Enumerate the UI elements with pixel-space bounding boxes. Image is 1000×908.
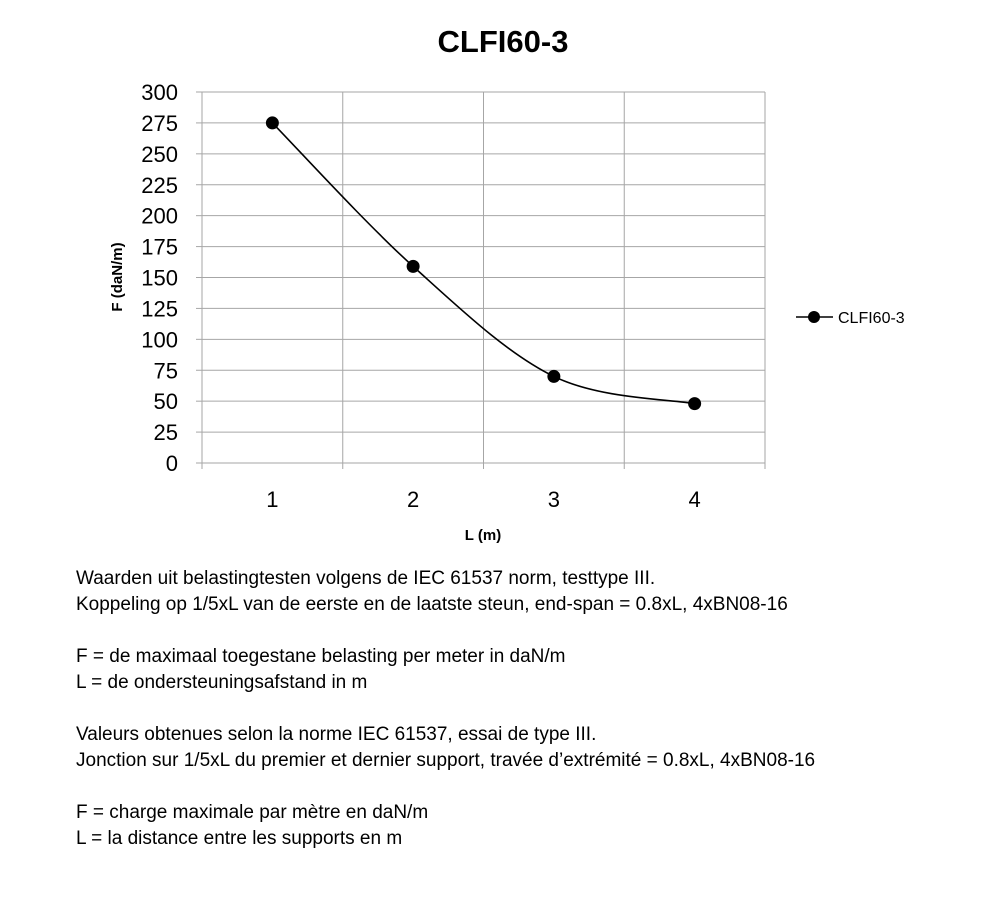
notes-fr-definitions (76, 800, 976, 852)
legend (796, 310, 905, 327)
y-tick-label: 150 (141, 265, 178, 291)
notes-nl-definitions (76, 644, 976, 696)
y-tick-label: 250 (141, 141, 178, 167)
legend-label: CLFI60-3 (838, 310, 905, 327)
grid (196, 92, 765, 469)
legend-marker (808, 311, 820, 323)
x-tick-label: 3 (547, 487, 560, 512)
y-tick-label: 125 (141, 296, 178, 322)
x-tick-label: 1 (266, 487, 279, 512)
y-tick-label: 200 (141, 203, 178, 229)
notes (76, 566, 976, 878)
x-tick-label: 2 (407, 487, 420, 512)
y-tick-label: 75 (153, 358, 178, 384)
notes-nl-def-f: F = de maximaal toegestane belasting per meter in daN/m (76, 646, 566, 667)
y-tick-label: 175 (141, 234, 178, 260)
notes-nl-test (76, 566, 976, 618)
notes-nl-line1: Waarden uit belastingtesten volgens de IEC 61537 norm, testtype III. (76, 568, 656, 589)
notes-fr-line1: Valeurs obtenues selon la norme IEC 61537, essai de type III. (76, 724, 597, 745)
data-point (407, 260, 420, 273)
notes-fr-line2: Jonction sur 1/5xL du premier et dernier support, travée d’extrémité = 0.8xL, 4xBN08-16 (76, 750, 816, 771)
data-point (688, 397, 701, 410)
y-tick-label: 300 (141, 80, 178, 105)
y-tick-label: 225 (141, 172, 178, 198)
notes-nl-def-l: L = de ondersteuningsafstand in m (76, 672, 368, 693)
y-tick-label: 50 (153, 389, 178, 415)
chart-title: CLFI60-3 (437, 24, 569, 59)
notes-fr-def-f: F = charge maximale par mètre en daN/m (76, 802, 429, 823)
data-point (547, 370, 560, 383)
notes-fr-def-l: L = la distance entre les supports en m (76, 828, 403, 849)
notes-fr-test (76, 722, 976, 774)
x-tick-label: 4 (688, 487, 701, 512)
y-tick-label: 0 (165, 451, 178, 476)
x-tick-labels (266, 487, 701, 512)
y-tick-labels (141, 80, 178, 476)
notes-nl-line2: Koppeling op 1/5xL van de eerste en de laatste steun, end-span = 0.8xL, 4xBN08-16 (76, 594, 788, 615)
y-tick-label: 25 (153, 420, 178, 446)
y-tick-label: 100 (141, 327, 178, 353)
data-point (266, 116, 279, 129)
x-axis-title: L (m) (464, 527, 502, 544)
y-tick-label: 275 (141, 110, 178, 136)
y-axis-title: F (daN/m) (109, 242, 126, 312)
